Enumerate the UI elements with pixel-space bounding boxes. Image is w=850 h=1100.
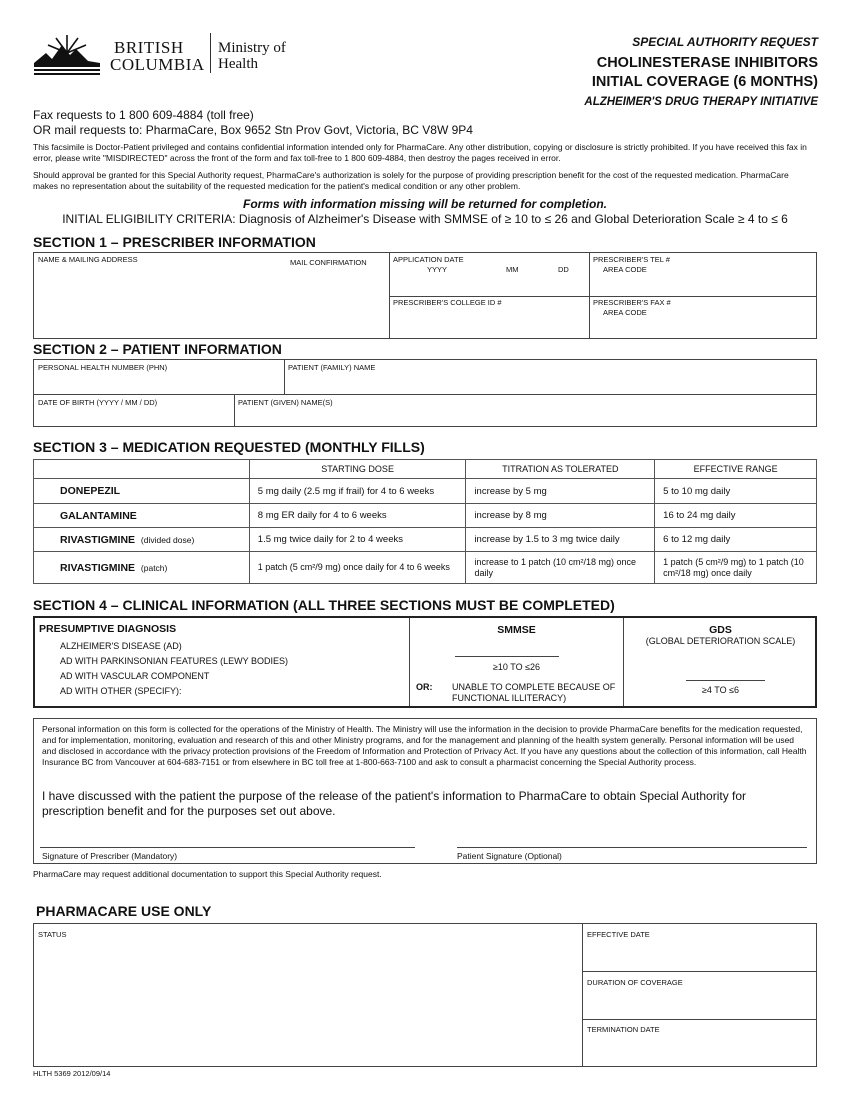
starting-dose: 8 mg ER daily for 4 to 6 weeks xyxy=(249,504,466,528)
mail-confirmation-label: MAIL CONFIRMATION xyxy=(290,258,367,267)
college-id-label: PRESCRIBER'S COLLEGE ID # xyxy=(393,298,502,307)
drug-name: DONEPEZIL xyxy=(34,479,250,504)
table-row xyxy=(34,552,817,584)
section3-title: SECTION 3 – MEDICATION REQUESTED (MONTHLY FILLS) xyxy=(33,439,425,455)
phn-label: PERSONAL HEALTH NUMBER (PHN) xyxy=(38,363,168,372)
drug-name: RIVASTIGMINE (divided dose) xyxy=(34,528,250,552)
form-title-line1: CHOLINESTERASE INHIBITORS xyxy=(596,55,818,71)
diagnosis-option[interactable]: ALZHEIMER'S DISEASE (AD) xyxy=(60,641,182,651)
application-date-label: APPLICATION DATE xyxy=(393,255,464,264)
unable-option[interactable]: UNABLE TO COMPLETE BECAUSE OF FUNCTIONAL ILLITERACY) xyxy=(452,682,616,703)
additional-docs-note: PharmaCare may request additional documentation to support this Special Authority request. xyxy=(33,869,382,879)
smmse-range: ≥10 TO ≤26 xyxy=(492,662,541,672)
gds-score-line[interactable] xyxy=(686,680,765,681)
duration-label: DURATION OF COVERAGE xyxy=(587,978,683,987)
starting-dose: 5 mg daily (2.5 mg if frail) for 4 to 6 weeks xyxy=(249,479,466,504)
table-row xyxy=(34,528,817,552)
effective-range: 6 to 12 mg daily xyxy=(655,528,817,552)
table-row xyxy=(34,479,817,504)
patient-signature-line[interactable] xyxy=(457,847,807,848)
starting-dose: 1 patch (5 cm²/9 mg) once daily for 4 to 6 weeks xyxy=(249,552,466,584)
family-name-label: PATIENT (FAMILY) NAME xyxy=(288,363,376,372)
section4-title: SECTION 4 – CLINICAL INFORMATION (ALL THREE SECTIONS MUST BE COMPLETED) xyxy=(33,597,615,613)
consent-statement: I have discussed with the patient the purpose of the release of the patient's information to PharmaCare to obtain Special Authority for prescription benefit and for the purposes set out above. xyxy=(42,789,747,818)
or-label: OR: xyxy=(416,682,433,692)
titration: increase by 1.5 to 3 mg twice daily xyxy=(466,528,655,552)
given-names-label: PATIENT (GIVEN) NAME(S) xyxy=(238,398,333,407)
medication-table xyxy=(33,459,817,584)
prescriber-signature-label: Signature of Prescriber (Mandatory) xyxy=(42,851,178,861)
diagnosis-option[interactable]: AD WITH VASCULAR COMPONENT xyxy=(60,671,210,681)
table-header: TITRATION AS TOLERATED xyxy=(466,460,655,479)
titration: increase by 8 mg xyxy=(466,504,655,528)
diagnosis-option[interactable]: AD WITH PARKINSONIAN FEATURES (LEWY BODIES) xyxy=(60,656,289,666)
clinical-info-box xyxy=(33,616,817,708)
patient-signature-label: Patient Signature (Optional) xyxy=(457,851,562,861)
patient-info-box xyxy=(33,359,817,427)
table-row xyxy=(34,504,817,528)
section1-title: SECTION 1 – PRESCRIBER INFORMATION xyxy=(33,234,316,250)
dob-label: DATE OF BIRTH (YYYY / MM / DD) xyxy=(38,398,158,407)
logo-divider xyxy=(210,33,211,73)
diagnosis-option[interactable]: AD WITH OTHER (SPECIFY): xyxy=(60,686,182,696)
bc-sun-mountain-icon xyxy=(32,33,102,75)
drug-note: (patch) xyxy=(140,562,168,573)
approval-notice: Should approval be granted for this Special Authority request, PharmaCare's authorization is solely for the purpose of providing prescription benefit for the cost of the requested medication. PharmaCare makes no representation about the suitability of the requested medication for the patient's medical condition or any other problem. xyxy=(33,170,789,191)
table-header: EFFECTIVE RANGE xyxy=(655,460,817,479)
smmse-score-line[interactable] xyxy=(455,656,559,657)
gds-heading: GDS xyxy=(709,624,732,636)
drug-name: RIVASTIGMINE (patch) xyxy=(34,552,250,584)
titration: increase to 1 patch (10 cm²/18 mg) once daily xyxy=(466,552,655,584)
fax-instructions: Fax requests to 1 800 609-4884 (toll free) xyxy=(33,108,254,122)
eligibility-criteria: INITIAL ELIGIBILITY CRITERIA: Diagnosis of Alzheimer's Disease with SMMSE of ≥ 10 to ≤ 26 and Global Deterioration Scale ≥ 4 to ≤ 6 xyxy=(62,212,788,226)
name-address-label: NAME & MAILING ADDRESS xyxy=(38,255,138,264)
fax-area-code: AREA CODE xyxy=(603,308,647,317)
tel-area-code: AREA CODE xyxy=(603,265,647,274)
bc-logo xyxy=(32,33,294,75)
form-title-line2: INITIAL COVERAGE (6 MONTHS) xyxy=(591,74,818,90)
medication-header-row xyxy=(34,460,817,479)
ministry-name: Ministry of Health xyxy=(218,40,286,72)
form-type: SPECIAL AUTHORITY REQUEST xyxy=(632,35,818,49)
termination-date-label: TERMINATION DATE xyxy=(587,1025,660,1034)
table-header: STARTING DOSE xyxy=(249,460,466,479)
effective-date-label: EFFECTIVE DATE xyxy=(587,930,650,939)
date-dd: DD xyxy=(558,265,569,274)
prescriber-signature-line[interactable] xyxy=(40,847,415,848)
missing-info-warning: Forms with information missing will be returned for completion. xyxy=(242,197,608,211)
date-yyyy: YYYY xyxy=(427,265,448,274)
gds-range: ≥4 TO ≤6 xyxy=(701,685,740,695)
brand-name: BRITISH COLUMBIA xyxy=(110,38,205,74)
prescriber-tel-label: PRESCRIBER'S TEL # xyxy=(593,255,670,264)
status-label: STATUS xyxy=(38,930,67,939)
effective-range: 16 to 24 mg daily xyxy=(655,504,817,528)
mail-instructions: OR mail requests to: PharmaCare, Box 9652 Stn Prov Govt, Victoria, BC V8W 9P4 xyxy=(33,123,473,137)
smmse-heading: SMMSE xyxy=(497,624,536,636)
pharmacare-title: PHARMACARE USE ONLY xyxy=(36,903,212,919)
prescriber-info-box xyxy=(33,252,817,339)
effective-range: 5 to 10 mg daily xyxy=(655,479,817,504)
privacy-notice: Personal information on this form is collected for the operations of the Ministry of Health. The Ministry will use the information in the decision to provide PharmaCare benefits for the medication requested, and for implementation, monitoring, evaluation and research of this and other Ministry programs, and for the management and planning of the health system generally. Personal information will be used and disclosed in accordance with the privacy protection provisions of the Freedom of Information and Protection of Privacy Act. If you have any questions about the collection of this information, call Health Insurance BC from Vancouver at 604-683-7151 or from elsewhere in BC toll free at 1-800-663-7100 and ask to consult a pharmacist concerning the Special Authority process. xyxy=(42,724,807,767)
date-mm: MM xyxy=(506,265,519,274)
effective-range: 1 patch (5 cm²/9 mg) to 1 patch (10 cm²/18 mg) once daily xyxy=(655,552,817,584)
consent-box xyxy=(33,718,817,864)
diagnosis-heading: PRESUMPTIVE DIAGNOSIS xyxy=(39,623,177,635)
section2-title: SECTION 2 – PATIENT INFORMATION xyxy=(33,341,282,357)
initiative-name: ALZHEIMER'S DRUG THERAPY INITIATIVE xyxy=(584,96,818,108)
titration: increase by 5 mg xyxy=(466,479,655,504)
pharmacare-box xyxy=(33,923,817,1067)
gds-subheading: (GLOBAL DETERIORATION SCALE) xyxy=(645,636,796,646)
prescriber-fax-label: PRESCRIBER'S FAX # xyxy=(593,298,671,307)
table-header xyxy=(34,460,250,479)
privileged-notice: This facsimile is Doctor-Patient privileged and contains confidential information intended only for PharmaCare. Any other distribution, copying or disclosure is strictly prohibited. If you have received this fax in error, please write "MISDIRECTED" across the front of the form and fax toll-free to 1 800 609-4884, then destroy the pages received in error. xyxy=(33,142,807,163)
form-id: HLTH 5369 2012/09/14 xyxy=(33,1069,111,1078)
starting-dose: 1.5 mg twice daily for 2 to 4 weeks xyxy=(249,528,466,552)
drug-note: (divided dose) xyxy=(140,534,195,545)
drug-name: GALANTAMINE xyxy=(34,504,250,528)
